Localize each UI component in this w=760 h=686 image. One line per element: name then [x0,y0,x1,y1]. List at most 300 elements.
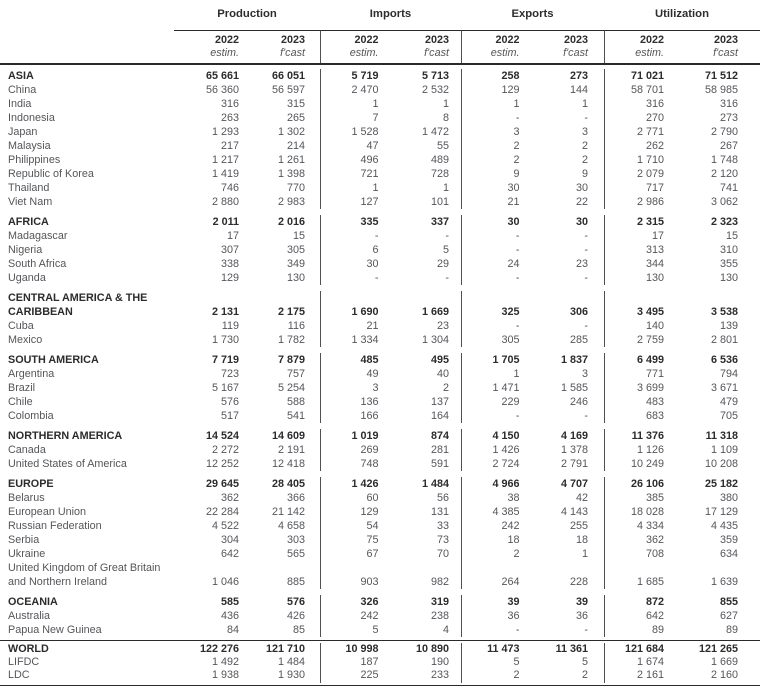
cell-production-2022: 517 [220,410,239,422]
cell-exports-2022: 4 150 [461,429,533,443]
cell-imports-2023: 29 [436,258,449,270]
cell-production-2023: 15 [292,230,305,242]
cell-utilization-2023: 380 [719,492,738,504]
cell-imports-2022: 485 [320,353,391,367]
cell-utilization-2023: 6 536 [710,354,738,366]
cell-imports-2022: 1 019 [320,429,391,443]
cell-imports-2022: - [320,271,391,285]
section-row [0,423,760,443]
column-group-production: Production [217,8,277,20]
cell-production-2023: 541 [286,410,305,422]
cell-utilization-2022: 316 [604,97,682,111]
cell-production-2022: 17 [226,230,239,242]
cell-utilization-2023: 794 [719,368,738,380]
cell-exports-2023: 306 [569,306,588,318]
cell-imports-2023: 131 [430,506,449,518]
cell-exports-2022: 1 [461,97,533,111]
cell-exports-2023: 23 [575,258,588,270]
cell-imports-2023: 2 [442,382,449,394]
table-row [0,367,760,381]
column-group-exports: Exports [511,8,554,20]
cell-imports-2023: 101 [430,196,449,208]
table-row [0,457,760,471]
cell-utilization-2022: 2 986 [604,195,682,209]
cell-production-2023: 303 [286,534,305,546]
table-row [0,271,760,285]
cell-imports-2023: 5 713 [421,70,449,82]
cell-imports-2022: 2 470 [320,83,391,97]
cell-utilization-2022: 683 [604,409,682,423]
cell-utilization-2023: 130 [719,272,738,284]
cell-exports-2023: - [584,244,588,256]
cell-imports-2022: 6 [320,243,391,257]
subheader-production-2023 [247,30,320,63]
row-label: Argentina [8,368,55,380]
cell-exports-2022: 325 [461,291,533,319]
year-label: 2022 [214,34,239,46]
cell-exports-2023: 22 [575,196,588,208]
cell-exports-2022: - [461,409,533,423]
row-label: Mexico [8,334,43,346]
cell-imports-2023: 1 484 [421,478,449,490]
cell-exports-2022: 5 [461,656,533,669]
cell-production-2022: 129 [220,272,239,284]
table-row [0,609,760,623]
cell-exports-2023: 1 585 [560,382,588,394]
cell-imports-2022: 47 [320,139,391,153]
cell-exports-2023: 4 143 [560,506,588,518]
cell-production-2023: 315 [286,98,305,110]
cell-exports-2023: 255 [569,520,588,532]
cell-production-2023: 757 [286,368,305,380]
cell-exports-2022: - [461,623,533,637]
cell-imports-2022: 127 [320,195,391,209]
cell-utilization-2023: 1 748 [710,154,738,166]
cell-production-2022: 7 719 [211,354,239,366]
cell-imports-2023: 4 [442,624,449,636]
cell-exports-2022: - [461,229,533,243]
cell-exports-2023: 5 [581,656,588,669]
estimate-note: estim. [349,46,379,59]
cell-utilization-2023: 3 062 [710,196,738,208]
cell-utilization-2022: 2 771 [604,125,682,139]
cell-imports-2022: 5 [320,623,391,637]
cell-utilization-2022: 642 [604,609,682,623]
cell-production-2023: 12 418 [271,458,305,470]
cell-exports-2023: 4 169 [560,430,588,442]
row-label: United States of America [8,458,127,470]
cell-imports-2023: 591 [430,458,449,470]
row-label: Viet Nam [8,196,53,208]
row-label: Russian Federation [8,520,102,532]
cell-production-2023: 66 051 [271,70,305,82]
row-label: EUROPE [8,478,54,490]
column-group-imports: Imports [369,8,412,20]
cell-exports-2023: 30 [575,182,588,194]
cell-imports-2023: 8 [442,112,449,124]
cell-utilization-2023: 89 [725,624,738,636]
cell-utilization-2022: 344 [604,257,682,271]
cell-exports-2022: 2 [461,669,533,682]
cell-imports-2023: 319 [430,596,449,608]
cell-utilization-2023: 316 [719,98,738,110]
table-row [0,669,760,682]
cell-utilization-2023: 2 801 [710,334,738,346]
row-label: China [8,84,37,96]
cell-exports-2022: 39 [461,595,533,609]
cell-utilization-2022: 1 685 [604,561,682,589]
cell-utilization-2023: 310 [719,244,738,256]
cell-exports-2023: - [584,272,588,284]
cell-utilization-2022: 3 495 [604,291,682,319]
cell-production-2022: 585 [220,596,239,608]
row-label: Uganda [8,272,46,284]
cell-utilization-2022: 4 334 [604,519,682,533]
cell-imports-2023: 190 [430,656,449,669]
cell-imports-2022: 1 334 [320,333,391,347]
cell-production-2022: 436 [220,610,239,622]
cell-exports-2022: 36 [461,609,533,623]
cell-utilization-2023: 4 435 [710,520,738,532]
row-label: AFRICA [8,216,49,228]
cell-utilization-2022: 1 674 [604,656,682,669]
cell-utilization-2022: 10 249 [604,457,682,471]
forecast-note: f'cast [563,46,588,59]
row-label: United Kingdom of Great Britain and Northern Ireland [8,562,161,588]
cell-production-2022: 2 011 [212,216,239,228]
cell-exports-2022: - [461,319,533,333]
cell-production-2023: 56 597 [271,84,305,96]
cell-imports-2023: 23 [436,320,449,332]
cell-imports-2023: - [445,230,449,242]
cell-utilization-2023: 139 [719,320,738,332]
table-row [0,167,760,181]
section-row [0,589,760,609]
year-label: 2023 [280,34,305,46]
cell-exports-2023: 2 791 [560,458,588,470]
cell-utilization-2022: 313 [604,243,682,257]
estimate-note: estim. [490,46,520,59]
cell-imports-2023: 10 890 [415,643,449,655]
cell-exports-2022: 4 966 [461,477,533,491]
table-row [0,195,760,209]
cell-imports-2023: 495 [430,354,449,366]
cell-utilization-2022: 771 [604,367,682,381]
cell-exports-2023: 4 707 [560,478,588,490]
cell-utilization-2022: 2 161 [604,669,682,682]
cell-production-2023: 366 [286,492,305,504]
cell-imports-2022: - [320,229,391,243]
cell-utilization-2023: 2 323 [710,216,738,228]
cell-exports-2023: - [584,112,588,124]
cell-exports-2022: - [461,271,533,285]
table-row [0,623,760,637]
cell-production-2022: 1 046 [211,576,239,588]
table-row [0,139,760,153]
cell-exports-2023: 3 [581,126,588,138]
cell-utilization-2023: 855 [719,596,738,608]
cell-utilization-2022: 362 [604,533,682,547]
cell-exports-2022: 242 [461,519,533,533]
row-label: Serbia [8,534,40,546]
table-row [0,443,760,457]
subheader-imports-2023 [391,30,462,63]
cell-production-2022: 119 [221,320,239,332]
cell-production-2023: 576 [286,596,305,608]
year-label: 2022 [639,34,664,46]
cell-exports-2022: 129 [461,83,533,97]
cell-exports-2022: 2 [461,139,533,153]
table-row [0,409,760,423]
cell-utilization-2023: 3 538 [710,306,738,318]
cell-imports-2023: 40 [436,368,449,380]
cell-exports-2023: - [584,624,588,636]
cell-imports-2023: 55 [436,140,449,152]
year-label: 2022 [495,34,520,46]
cell-utilization-2022: 58 701 [604,83,682,97]
cell-production-2023: 265 [286,112,305,124]
cell-production-2022: 642 [220,548,239,560]
subheader-row [0,30,760,65]
row-label: Philippines [8,154,61,166]
cell-utilization-2023: 121 265 [698,643,738,655]
cell-production-2023: 305 [286,244,305,256]
forecast-note: f'cast [713,46,738,59]
cell-exports-2022: - [461,111,533,125]
cell-exports-2022: 9 [461,167,533,181]
subheader-exports-2023 [533,30,605,63]
cell-exports-2023: 144 [569,84,588,96]
cell-imports-2022: 136 [320,395,391,409]
cell-utilization-2023: 2 790 [710,126,738,138]
cell-production-2023: 1 930 [277,669,305,682]
cell-exports-2022: 1 [461,367,533,381]
row-label: Madagascar [8,230,68,242]
row-label: South Africa [8,258,67,270]
cell-utilization-2022: 26 106 [604,477,682,491]
cell-imports-2023: 1 [442,98,449,110]
cell-utilization-2023: 58 985 [704,84,738,96]
cell-utilization-2022: 3 699 [604,381,682,395]
cell-utilization-2023: 267 [719,140,738,152]
cell-imports-2022: 1 [320,181,391,195]
cell-utilization-2022: 11 376 [604,429,682,443]
table-row [0,519,760,533]
cell-production-2022: 1 730 [211,334,239,346]
cell-imports-2022: 5 719 [320,69,391,83]
table-body [0,65,760,637]
row-label: WORLD [8,643,49,655]
cell-exports-2023: 36 [575,610,588,622]
cell-exports-2022: 305 [461,333,533,347]
cell-production-2023: 1 302 [277,126,305,138]
cell-exports-2023: 30 [575,216,588,228]
cell-exports-2023: 39 [575,596,588,608]
cell-production-2023: 1 261 [277,154,305,166]
cell-imports-2022: 1 528 [320,125,391,139]
cell-exports-2022: 24 [461,257,533,271]
cell-utilization-2023: 11 318 [705,430,738,442]
section-row [0,347,760,367]
section-row [0,209,760,229]
cell-production-2023: 426 [286,610,305,622]
row-label: Ukraine [8,548,46,560]
row-label: Malaysia [8,140,51,152]
cell-production-2022: 56 360 [205,84,239,96]
cell-production-2023: 130 [286,272,305,284]
cell-utilization-2023: 741 [719,182,738,194]
row-label: Thailand [8,182,50,194]
cell-production-2022: 576 [220,396,239,408]
cell-exports-2022: 1 471 [461,381,533,395]
table-row [0,533,760,547]
cell-imports-2022: 30 [320,257,391,271]
cell-production-2022: 5 167 [211,382,239,394]
cell-exports-2022: 264 [461,561,533,589]
cell-exports-2023: 18 [575,534,588,546]
cell-utilization-2023: 2 120 [710,168,738,180]
cell-utilization-2023: 15 [725,230,738,242]
cell-imports-2023: 238 [430,610,449,622]
cell-production-2023: 2 016 [277,216,305,228]
row-label: Indonesia [8,112,55,124]
cell-utilization-2022: 71 021 [604,69,682,83]
row-label: Cuba [8,320,34,332]
cell-production-2022: 84 [226,624,239,636]
cell-utilization-2022: 872 [604,595,682,609]
cell-imports-2022: 3 [320,381,391,395]
cell-exports-2022: 1 705 [461,353,533,367]
cell-utilization-2023: 17 129 [704,506,738,518]
cell-imports-2023: 33 [436,520,449,532]
cell-exports-2022: 258 [461,69,533,83]
cell-exports-2023: 1 837 [560,354,588,366]
cell-production-2023: 2 191 [277,444,305,456]
table-row [0,97,760,111]
cell-production-2023: 21 142 [271,506,305,518]
cell-imports-2023: 73 [436,534,449,546]
cell-imports-2023: 1 [442,182,449,194]
table-row [0,561,760,589]
row-label: Japan [8,126,38,138]
cell-imports-2022: 67 [320,547,391,561]
cell-production-2023: 565 [286,548,305,560]
cell-production-2023: 885 [286,576,305,588]
cell-imports-2022: 129 [320,505,391,519]
year-label: 2023 [563,34,588,46]
cell-imports-2022: 1 426 [320,477,391,491]
subheader-production-2022 [174,30,247,63]
cell-exports-2022: 2 724 [461,457,533,471]
cell-exports-2022: 2 [461,547,533,561]
cell-production-2022: 263 [220,112,239,124]
cell-exports-2023: 246 [569,396,588,408]
cell-exports-2023: 9 [581,168,588,180]
cell-imports-2023: 2 532 [421,84,449,96]
cell-production-2023: 1 484 [277,656,305,669]
cell-imports-2022: 166 [320,409,391,423]
cell-exports-2023: 285 [569,334,588,346]
cell-production-2023: 588 [286,396,305,408]
cell-imports-2023: 164 [430,410,449,422]
cell-production-2022: 14 524 [205,430,239,442]
cell-production-2023: 28 405 [271,478,305,490]
cell-exports-2023: 1 [581,548,588,560]
cell-imports-2023: 281 [430,444,449,456]
cell-utilization-2023: 705 [719,410,738,422]
cell-imports-2023: 337 [430,216,449,228]
cell-production-2022: 65 661 [205,70,239,82]
cell-imports-2022: 748 [320,457,391,471]
cell-production-2022: 1 217 [211,154,239,166]
column-group-header-row [0,0,760,30]
cell-production-2022: 1 419 [211,168,239,180]
cell-exports-2022: 30 [461,215,533,229]
subheader-imports-2022 [320,30,391,63]
cell-exports-2023: 11 361 [555,643,588,655]
cell-imports-2022: 21 [320,319,391,333]
cell-imports-2023: 1 304 [421,334,449,346]
cell-imports-2022: 7 [320,111,391,125]
cell-utilization-2023: 355 [719,258,738,270]
cell-imports-2022: 326 [320,595,391,609]
cell-exports-2022: 229 [461,395,533,409]
cell-production-2022: 217 [220,140,239,152]
subheader-exports-2022 [461,30,533,63]
subheader-utilization-2023 [682,30,760,63]
row-label: LIFDC [8,656,40,669]
row-label: NORTHERN AMERICA [8,430,123,442]
cell-production-2023: 85 [292,624,305,636]
cell-utilization-2022: 708 [604,547,682,561]
year-label: 2023 [713,34,738,46]
cell-production-2022: 723 [220,368,239,380]
cell-exports-2022: 2 [461,153,533,167]
cell-exports-2023: 3 [581,368,588,380]
cell-exports-2023: 2 [581,140,588,152]
cell-utilization-2022: 121 684 [604,643,682,656]
cell-imports-2022: 1 [320,97,391,111]
cell-exports-2023: - [584,320,588,332]
column-group-utilization: Utilization [655,8,709,20]
table-row [0,111,760,125]
cell-imports-2023: 1 669 [421,306,449,318]
cell-utilization-2023: 3 671 [710,382,738,394]
cell-utilization-2023: 10 208 [704,458,738,470]
row-label: SOUTH AMERICA [8,354,99,366]
row-label: Chile [8,396,33,408]
cell-exports-2022: 18 [461,533,533,547]
row-label: Brazil [8,382,35,394]
table-row [0,547,760,561]
cell-production-2023: 1 398 [277,168,305,180]
cell-production-2022: 1 492 [211,656,239,669]
cell-imports-2023: 233 [430,669,449,682]
cell-production-2022: 2 131 [211,306,239,318]
cell-production-2023: 2 983 [277,196,305,208]
row-label: Australia [8,610,51,622]
cell-exports-2022: - [461,243,533,257]
cell-production-2023: 1 782 [277,334,305,346]
cell-exports-2023: 1 [581,98,588,110]
cell-exports-2023: 1 378 [560,444,588,456]
cell-exports-2022: 1 426 [461,443,533,457]
section-row [0,285,760,319]
table-row [0,229,760,243]
year-label: 2023 [424,34,449,46]
cell-production-2023: 214 [286,140,305,152]
cell-production-2022: 2 272 [211,444,239,456]
